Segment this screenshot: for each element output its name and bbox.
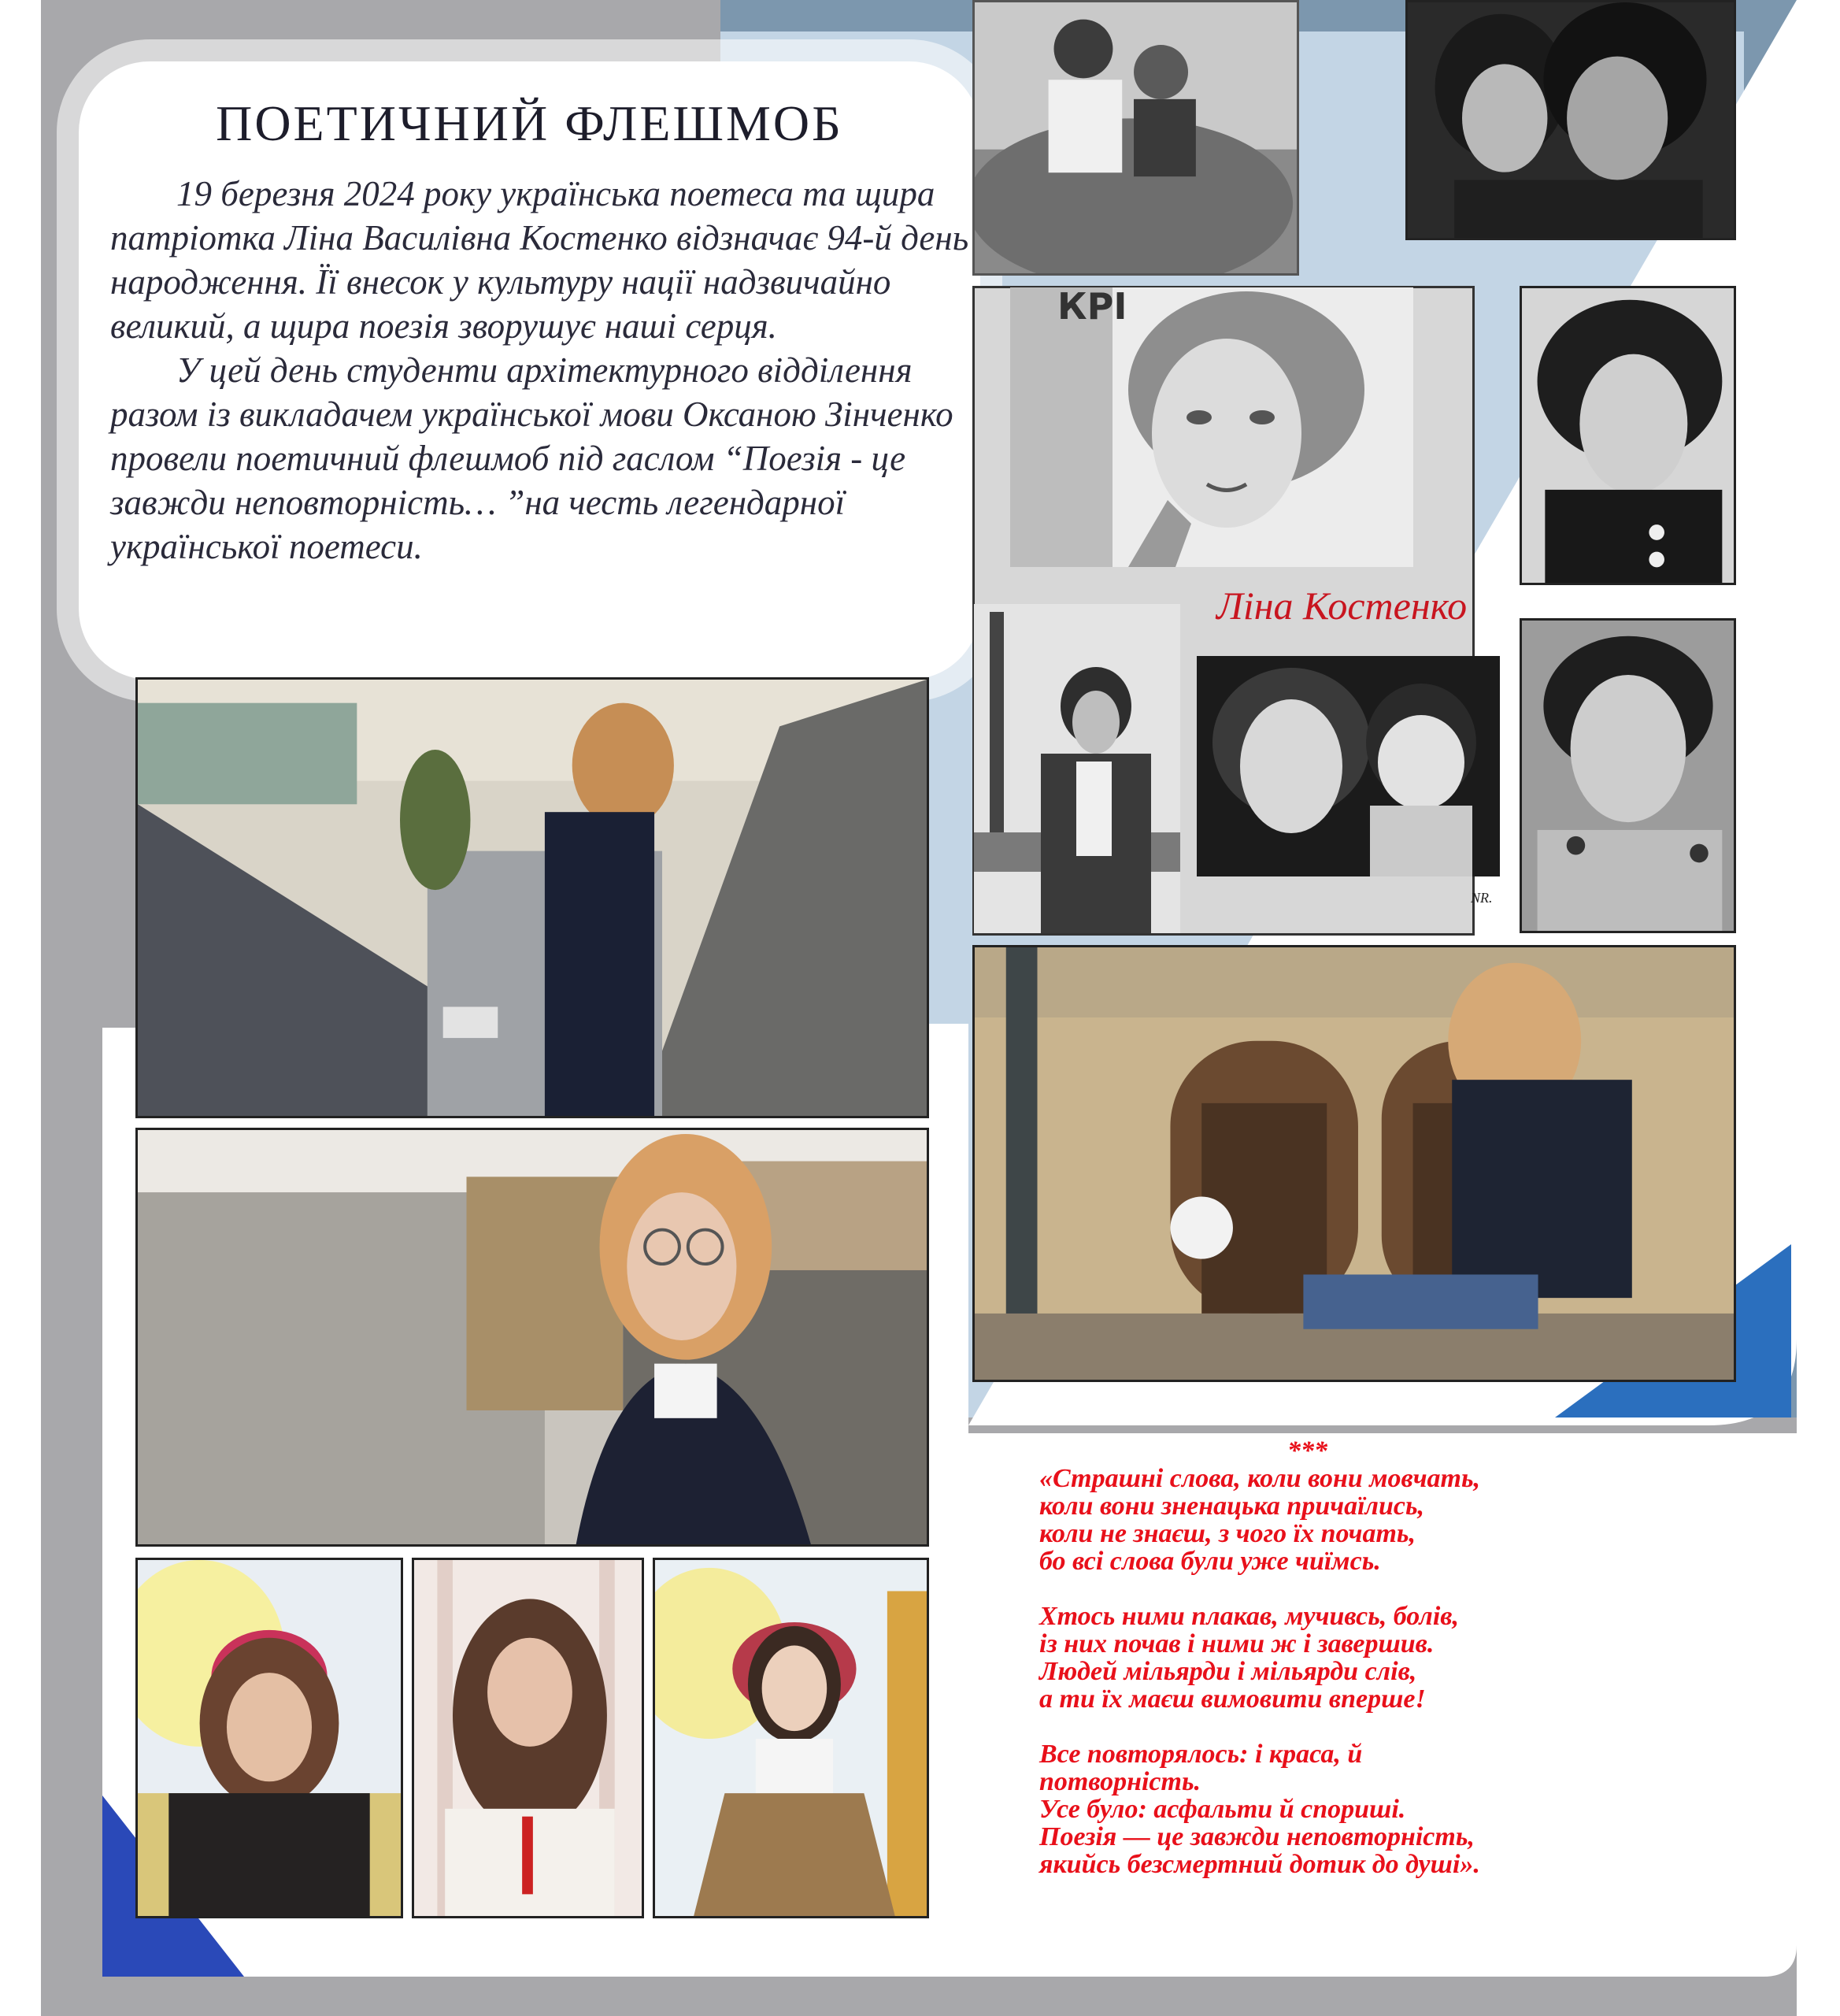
photo-two-women-portrait [1405,0,1736,240]
photo-girl-stone-walls [135,677,929,1118]
photo-woman-outdoor-coat [974,604,1180,933]
poem-line: бо всі слова були уже чиїмсь. [1039,1547,1381,1576]
poem [1039,1437,1638,1878]
poem-stars: *** [1287,1436,1327,1466]
svg-text:КРІ: КРІ [1057,287,1127,328]
page-title: ПОЕТИЧНИЙ ФЛЕШМОБ [216,95,843,151]
poem-stanza-2 [1039,1603,1638,1713]
poem-line: «Страшні слова, коли вони мовчать, [1039,1464,1481,1493]
poem-line: Все повторялось: і краса, й [1039,1740,1363,1769]
intro-card [79,61,980,680]
photo-couple-on-rock [972,0,1299,276]
photo-woman-curly-hair [1520,286,1736,585]
photo-girl-reading-3 [653,1558,929,1918]
poem-line: Поезія — це завжди неповторність, [1039,1822,1475,1851]
photo-woman-elder-portrait [1520,618,1736,933]
photo-girl-reading-2 [412,1558,644,1918]
poem-line: із них почав і ними ж і завершив. [1039,1629,1435,1658]
intro-paragraph-2: У цей день студенти архітектурного відділення разом із викладачем української мови Оксаною Зінченко провели поетичний флешмоб під гаслом “Поезія - це завжди неповторність… ”на честь легендарної української поетеси. [110,350,953,566]
poem-line: Хтось ними плакав, мучивсь, болів, [1039,1602,1459,1631]
poem-line: коли не знаєш, з чого їх почать, [1039,1519,1416,1548]
poem-line: а ти їх маєш вимовити вперше! [1039,1684,1426,1714]
photo-girl-glasses-gabion [135,1128,929,1547]
poem-stanza-3 [1039,1740,1638,1878]
poem-line: якийсь безсмертний дотик до душі». [1039,1850,1480,1879]
signature-nr: NR. [1471,890,1493,906]
photo-woman-with-child [1197,656,1500,876]
photo-girl-sitting-building [972,945,1736,1382]
poem-line: Усе було: асфальти й спориші. [1039,1795,1406,1824]
photo-girl-reading-1 [135,1558,403,1918]
poem-line: Людей мільярди і мільярди слів, [1039,1657,1417,1686]
intro-paragraph-1: 19 березня 2024 року українська поетеса та щира патріотка Ліна Василівна Костенко відзначає 94-й день народження. Її внесок у культуру нації надзвичайно великий, а щира поезія зворушує наші серця. [110,174,969,346]
poem-line: потворність. [1039,1767,1201,1796]
poem-stanza-1 [1039,1465,1638,1575]
kostenko-label: Ліна Костенко [1216,584,1468,628]
poem-line: коли вони зненацька причаїлись, [1039,1492,1425,1521]
intro-text [110,172,976,569]
sketch-portrait [1010,287,1413,567]
